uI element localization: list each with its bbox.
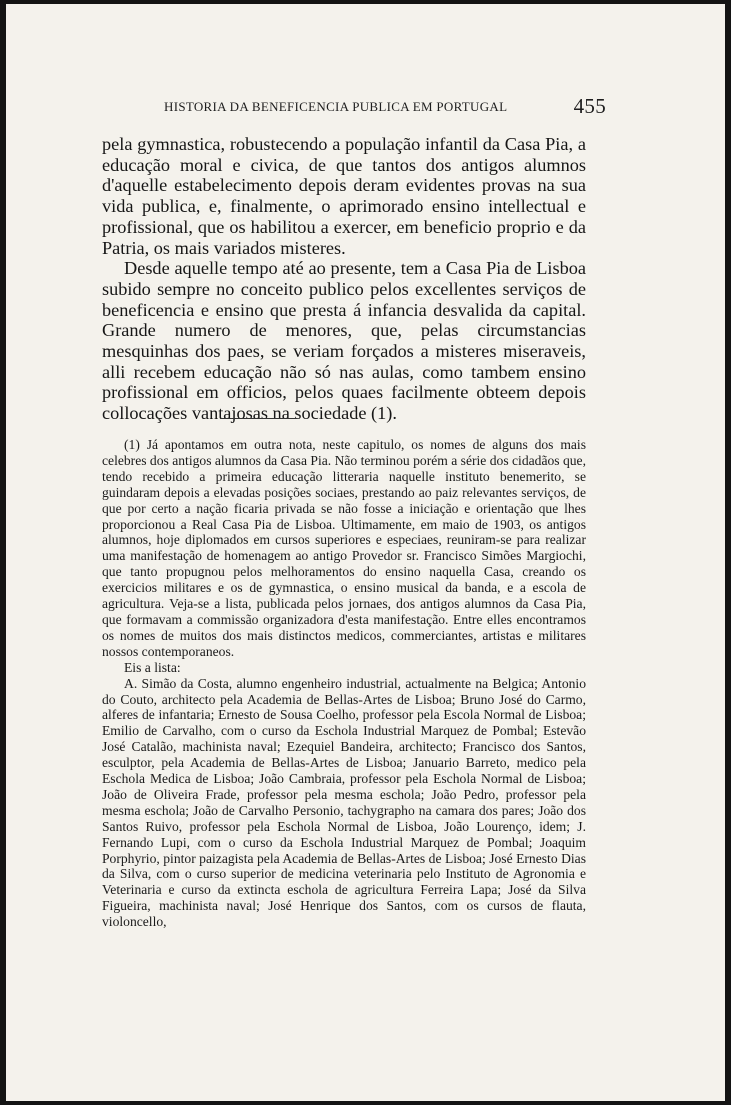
footnote-paragraph-1: (1) Já apontamos em outra nota, neste capitulo, os nomes de alguns dos mais celebres dos antigos alumnos da Casa Pia. Não terminou porém a série dos cidadãos que, tendo recebido a primeira educação litteraria naquelle instituto benemerito, se guindaram depois a elevadas posições sociaes, prestando ao paiz relevantes serviços, de que por certo a nação ficaria privada se não fosse a iniciação e orientação que lhes proporcionou a Real Casa Pia de Lisboa. Ultimamente, em maio de 1903, os antigos alumnos, hoje diplomados em cursos superiores e especiaes, reuniram-se para realizar uma manifestação de homenagem ao antigo Provedor sr. Francisco Simões Margiochi, que tanto propugnou pelos melhoramentos do ensino naquella Casa, creando os exercicios militares e os de gymnastica, o ensino musical da banda, e a escola de agricultura. Veja-se a lista, publicada pelos jornaes, dos antigos alumnos da Casa Pia, que formavam a commissão organizadora d'esta manifestação. Entre elles encontramos os nomes de muitos dos mais distinctos medicos, commerciantes, artistas e militares nossos contemporaneos.: [102, 437, 586, 659]
body-paragraph-2: Desde aquelle tempo até ao presente, tem a Casa Pia de Lisboa subido sempre no conceito publico pelos excellentes serviços de beneficencia e ensino que presta á infancia desvalida da capital. Grande numero de menores, que, pelas circumstancias mesquinhas dos paes, se veriam forçados a misteres miseraveis, alli recebem educação não só nas aulas, como tambem ensino profissional em officios, pelos quaes facilmente obteem depois collocações vantajosas na sociedade (1).: [102, 258, 586, 424]
body-paragraph-1: pela gymnastica, robustecendo a população infantil da Casa Pia, a educação moral e civica, de que tantos dos antigos alumnos d'aquelle estabelecimento depois deram evidentes provas na sua vida publica, e, finalmente, o aprimorado ensino intellectual e profissional, que os habilitou a exercer, em beneficio proprio e da Patria, os mais variados misteres.: [102, 134, 586, 258]
main-text: [102, 134, 586, 424]
book-page: [6, 4, 725, 1101]
footnote-paragraph-3: A. Simão da Costa, alumno engenheiro industrial, actualmente na Belgica; Antonio do Couto, architecto pela Academia de Bellas-Artes de Lisboa; Bruno José do Carmo, alferes de infantaria; Ernesto de Sousa Coelho, professor pela Escola Normal de Lisboa; Emilio de Carvalho, com o curso da Escholа Industrial Marquez de Pombal; Estevão José Catalão, machinista naval; Ezequiel Bandeira, architecto; Francisco dos Santos, esculptor, pela Academia de Bellas-Artes de Lisboa; Januario Barreto, medico pela Eschola Medica de Lisboa; João Cambraia, professor pela Eschola Normal de Lisboa; João de Oliveira Frade, professor pela mesma eschola; João Pedro, professor pela mesma eschola; João de Carvalho Personio, tachygrapho na camara dos pares; João dos Santos Ruivo, professor pela Eschola Normal de Lisboa, João Lourenço, idem; J. Fernando Lupi, com o curso da Eschola Industrial Marquez de Pombal; Joaquim Porphyrio, pintor paizagista pela Academia de Bellas-Artes de Lisboa; José Ernesto Dias da Silva, com o curso superior de medicina veterinaria pelo Instituto de Agronomia e Veterinaria e curso da extincta eschola de agricultura Ferreira Lapa; José da Silva Figueira, machinista naval; José Henrique dos Santos, com os cursos de flauta, violoncello,: [102, 675, 586, 930]
footnote-paragraph-2: Eis a lista:: [124, 659, 181, 675]
footnote: [102, 437, 586, 930]
page-number: 455: [573, 94, 606, 118]
footnote-divider: [220, 418, 296, 419]
running-title: HISTORIA DA BENEFICENCIA PUBLICA EM PORTUGAL: [164, 99, 508, 114]
